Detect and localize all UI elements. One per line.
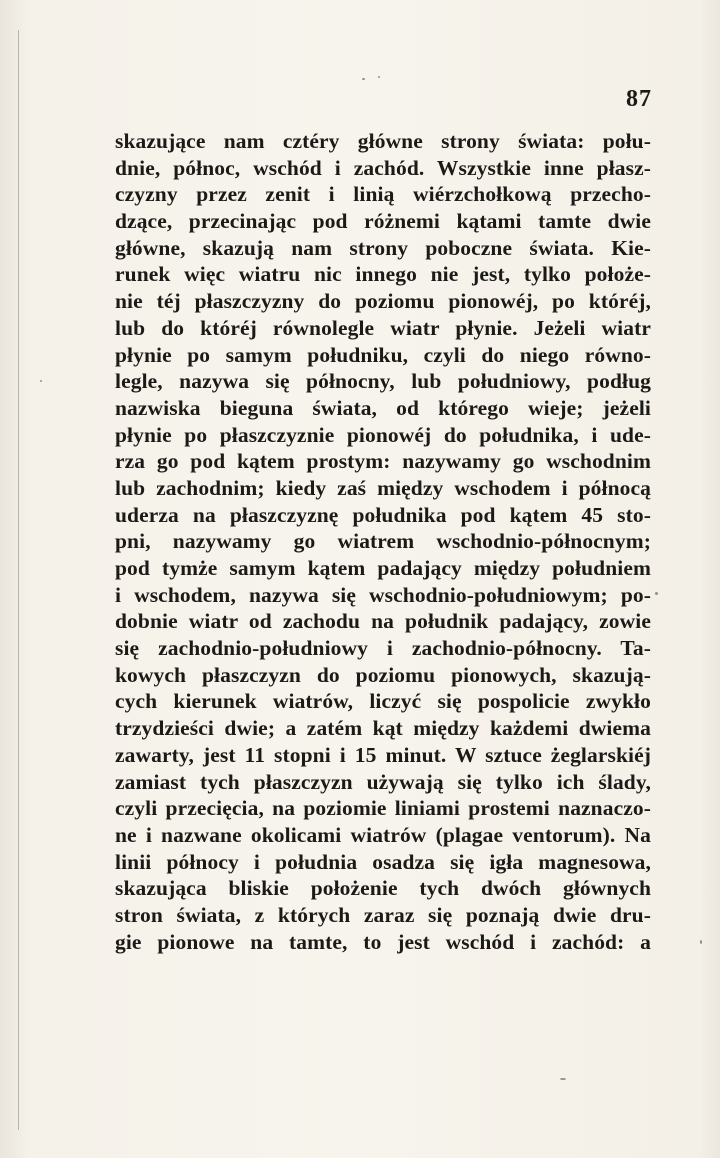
page-number: 87 (626, 86, 652, 112)
text-line: gie pionowe na tamte, to jest wschód i zachód: a (115, 929, 651, 954)
text-line: dnie, północ, wschód i zachód. Wszystkie inne płasz- (115, 155, 651, 180)
text-line: zawarty, jest 11 stopni i 15 minut. W sztuce żeglarskiéj (115, 742, 651, 767)
text-line: cych kierunek wiatrów, liczyć się pospolicie zwykło (115, 689, 651, 714)
ink-speck (40, 380, 42, 382)
text-line: lub zachodnim; kiedy zaś między wschodem i północą (115, 475, 651, 500)
text-line: dzące, przecinając pod różnemi kątami tamte dwie (115, 209, 651, 234)
text-line: skazująca bliskie położenie tych dwóch głównych (115, 876, 651, 901)
text-line: płynie po płaszczyznie pionowéj do południka, i ude- (115, 422, 651, 447)
text-line: rza go pod kątem prostym: nazywamy go wschodnim (115, 449, 651, 474)
text-line: czyzny przez zenit i linią wiérzchołkową przecho- (115, 182, 651, 207)
ink-speck (700, 940, 702, 944)
text-line: pni, nazywamy go wiatrem wschodnio-północnym; (115, 529, 651, 554)
text-line: nie téj płaszczyzny do poziomu pionowéj, po któréj, (115, 289, 651, 314)
text-line: trzydzieści dwie; a zatém kąt między każdemi dwiema (115, 716, 651, 741)
text-line: kowych płaszczyzn do poziomu pionowych, skazują- (115, 662, 651, 687)
ink-speck (560, 1078, 566, 1080)
text-line: skazujące nam cztéry główne strony świata: połu- (115, 129, 651, 153)
text-line: stron świata, z których zaraz się poznają dwie dru- (115, 902, 651, 927)
text-line: nazwiska bieguna świata, od którego wieje; jeżeli (115, 395, 651, 420)
ink-speck (362, 78, 365, 80)
text-line: się zachodnio-południowy i zachodnio-północny. Ta- (115, 636, 651, 661)
text-line: linii północy i południa osadza się igła magnesowa, (115, 849, 651, 874)
text-line: lub do któréj równolegle wiatr płynie. Jeżeli wiatr (115, 315, 651, 340)
text-line: pod tymże samym kątem padający między południem (115, 556, 651, 580)
text-line: główne, skazują nam strony poboczne świata. Kie- (115, 235, 651, 260)
text-line: legle, nazywa się północny, lub południowy, podług (115, 369, 651, 394)
body-text (115, 128, 651, 955)
text-line: zamiast tych płaszczyzn używają się tylko ich ślady, (115, 769, 651, 794)
text-line: i wschodem, nazywa się wschodnio-południowym; po- (115, 582, 651, 607)
text-line: dobnie wiatr od zachodu na południk padający, zowie (115, 609, 651, 634)
ink-speck (378, 76, 380, 78)
text-line: ne i nazwane okolicami wiatrów (plagae ventorum). Na (115, 822, 651, 847)
text-line: płynie po samym południku, czyli do niego równo- (115, 342, 651, 367)
page-gutter-edge (18, 30, 19, 1130)
ink-speck (655, 592, 658, 595)
text-line: runek więc wiatru nic innego nie jest, tylko położe- (115, 262, 651, 287)
text-line: uderza na płaszczyznę południka pod kątem 45 sto- (115, 502, 651, 527)
text-line: czyli przecięcia, na poziomie liniami prostemi naznaczo- (115, 796, 651, 821)
